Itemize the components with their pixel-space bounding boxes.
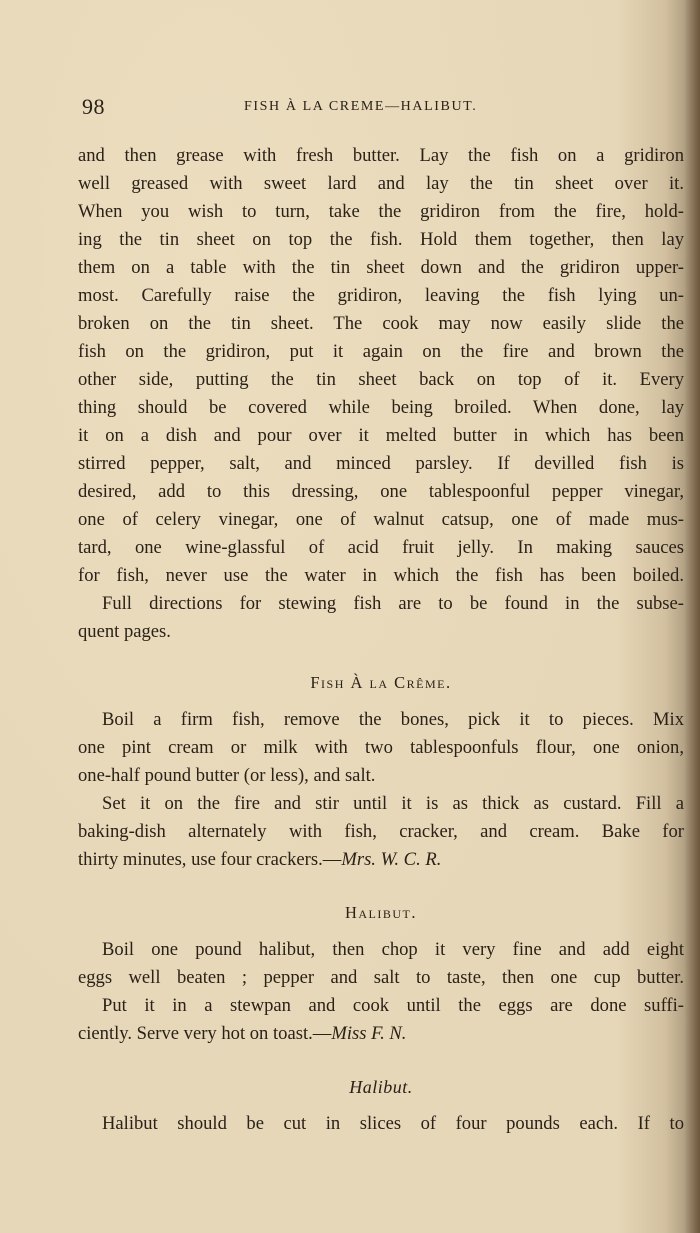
text-line: Halibut should be cut in slices of four pounds each. If to <box>102 1113 684 1134</box>
text-line: broken on the tin sheet. The cook may now easily slide the <box>78 313 684 334</box>
text-line: fish on the gridiron, put it again on the fire and brown the <box>78 341 684 362</box>
text-line: Boil one pound halibut, then chop it very fine and add eight <box>102 939 684 960</box>
text-line: thing should be covered while being broiled. When done, lay <box>78 397 684 418</box>
text-line: one of celery vinegar, one of walnut catsup, one of made mus- <box>78 509 684 530</box>
text-line: for fish, never use the water in which the fish has been boiled. <box>78 565 684 586</box>
text-line: it on a dish and pour over it melted butter in which has been <box>78 425 684 446</box>
text-line: other side, putting the tin sheet back on top of it. Every <box>78 369 684 390</box>
running-title: FISH À LA CREME—HALIBUT. <box>244 99 478 114</box>
text-line: one-half pound butter (or less), and salt. <box>78 765 376 786</box>
text-line: Full directions for stewing fish are to be found in the subse- <box>102 593 684 614</box>
text-line <box>78 1020 684 1048</box>
running-head <box>82 94 642 120</box>
text-line: desired, add to this dressing, one tablespoonful pepper vinegar, <box>78 481 684 502</box>
text-line <box>78 846 684 874</box>
body-text <box>78 142 684 1138</box>
page-gutter-shadow <box>684 0 700 1233</box>
recipe-signature: Mrs. W. C. R. <box>341 849 442 870</box>
text-line: Boil a firm fish, remove the bones, pick it to pieces. Mix <box>102 709 684 730</box>
line-text: thirty minutes, use four crackers.— <box>78 849 342 870</box>
recipe-heading-halibut-italic: Halibut. <box>349 1077 413 1097</box>
line-text: ciently. Serve very hot on toast.— <box>78 1023 332 1044</box>
text-line: one pint cream or milk with two tablespoonfuls flour, one onion, <box>78 737 684 758</box>
page-number: 98 <box>82 94 105 119</box>
text-line: stirred pepper, salt, and minced parsley. If devilled fish is <box>78 453 684 474</box>
recipe-heading-halibut: Halibut. <box>344 903 418 922</box>
text-line: Put it in a stewpan and cook until the eggs are done suffi- <box>102 995 684 1016</box>
text-line: eggs well beaten ; pepper and salt to taste, then one cup butter. <box>78 967 684 988</box>
text-line: most. Carefully raise the gridiron, leaving the fish lying un- <box>78 285 684 306</box>
recipe-signature: Miss F. N. <box>331 1023 407 1044</box>
text-line: and then grease with fresh butter. Lay the fish on a gridiron <box>78 145 684 166</box>
text-line: When you wish to turn, take the gridiron from the fire, hold- <box>78 201 684 222</box>
text-line: baking-dish alternately with fish, cracker, and cream. Bake for <box>78 821 684 842</box>
text-line: well greased with sweet lard and lay the tin sheet over it. <box>78 173 684 194</box>
text-line: quent pages. <box>78 621 171 642</box>
recipe-heading-fish-a-la-creme: Fish À la Crême. <box>310 673 452 692</box>
text-line: ing the tin sheet on top the fish. Hold them together, then lay <box>78 229 684 250</box>
text-line: tard, one wine-glassful of acid fruit jelly. In making sauces <box>78 537 684 558</box>
text-line: Set it on the fire and stir until it is as thick as custard. Fill a <box>102 793 684 814</box>
text-line: them on a table with the tin sheet down and the gridiron upper- <box>78 257 684 278</box>
